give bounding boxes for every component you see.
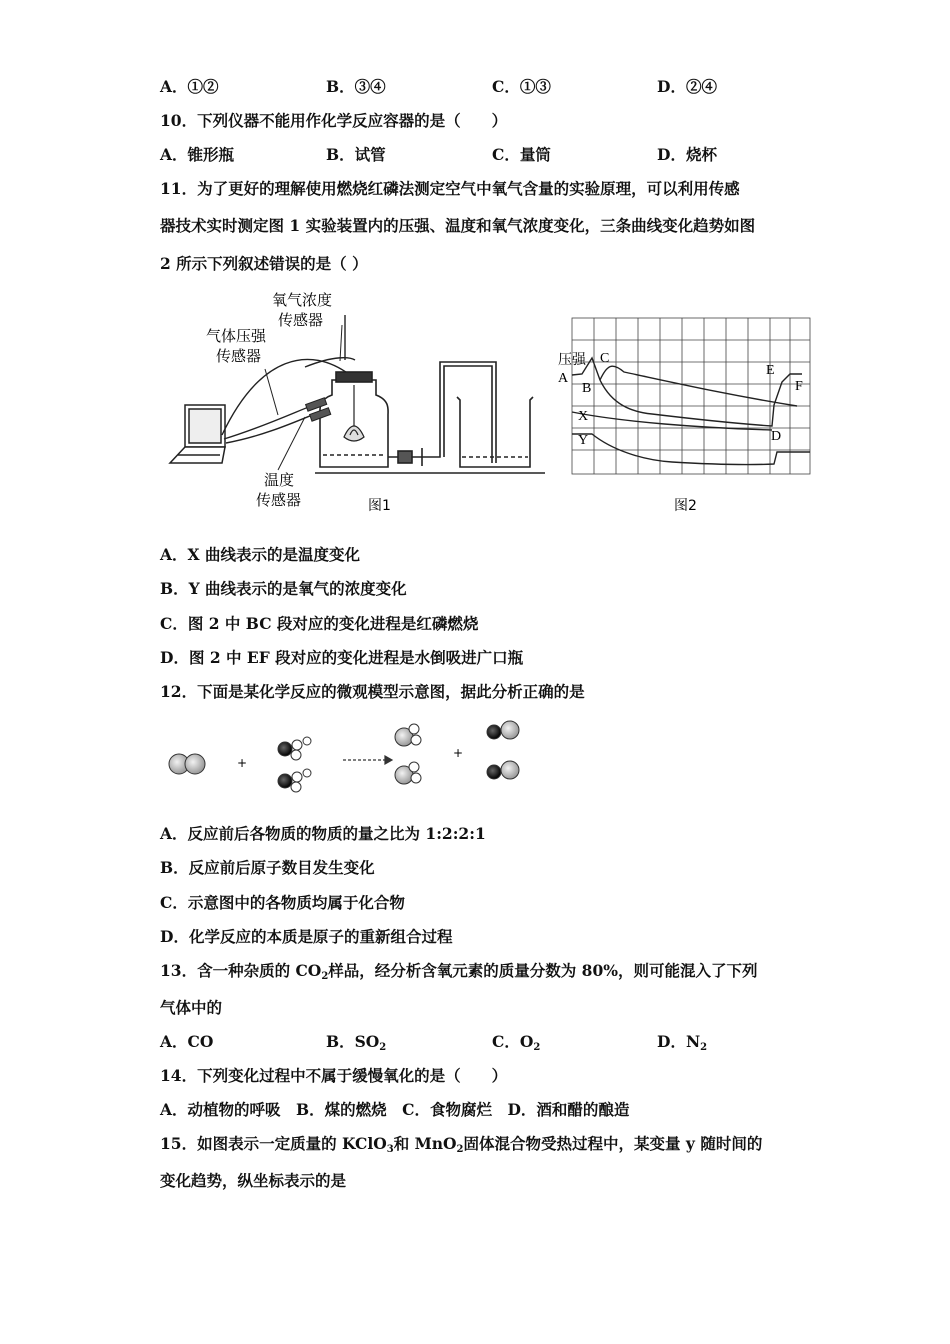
q15-sub-b: 2 — [456, 1144, 464, 1155]
q13-option-d-text: D．N — [657, 1032, 701, 1051]
reaction-arrow — [343, 756, 392, 764]
q10-option-c: C．量筒 — [492, 145, 551, 164]
q13-option-b — [326, 1032, 386, 1058]
q13-option-c-text: C．O — [492, 1032, 534, 1051]
q11-stem-line-2: 器技术实时测定图 1 实验装置内的压强、温度和氧气浓度变化，三条曲线变化趋势如图 — [160, 216, 756, 235]
point-label-d: D — [771, 429, 782, 444]
q12-stem: 12．下面是某化学反应的微观模型示意图，据此分析正确的是 — [160, 682, 585, 701]
figure-2-graph — [552, 310, 817, 520]
q9-option-a: A．①② — [160, 77, 219, 96]
point-label-c: C — [600, 351, 610, 366]
q15-sub-a: 3 — [386, 1144, 394, 1155]
q9-option-d: D．②④ — [657, 77, 717, 96]
label-oxygen-sensor-1: 氧气浓度 — [272, 291, 333, 309]
figure-2-caption: 图2 — [674, 498, 697, 514]
q13-stem-part-1: 13．含一种杂质的 CO — [160, 961, 322, 980]
label-pressure-sensor-2: 传感器 — [216, 347, 262, 365]
q13-option-a — [160, 1032, 213, 1052]
q9-option-b: B．③④ — [326, 77, 386, 96]
figure-1-apparatus — [160, 285, 560, 525]
plus-sign-2: + — [453, 746, 464, 760]
q15-stem-b: 和 MnO — [393, 1134, 457, 1153]
point-label-f: F — [795, 379, 803, 394]
q13-option-c-sub: 2 — [533, 1042, 541, 1053]
q13-stem-line-2: 气体中的 — [160, 998, 223, 1017]
q12-option-c: C．示意图中的各物质均属于化合物 — [160, 893, 405, 912]
point-label-x: X — [578, 409, 589, 424]
q11-option-c: C．图 2 中 BC 段对应的变化进程是红磷燃烧 — [160, 614, 479, 633]
q13-option-d — [657, 1032, 707, 1058]
curve-x — [572, 412, 772, 430]
label-temp-sensor-2: 传感器 — [256, 491, 302, 509]
q13-option-b-text: B．SO — [326, 1032, 380, 1051]
q10-stem: 10．下列仪器不能用作化学反应容器的是（ ） — [160, 111, 508, 130]
point-label-y: Y — [578, 433, 589, 448]
y-axis-label: 压强 — [558, 352, 586, 368]
plus-sign-1: + — [237, 756, 248, 770]
q11-option-a: A．X 曲线表示的是温度变化 — [160, 545, 360, 564]
laptop-icon — [170, 405, 225, 463]
q12-option-a: A．反应前后各物质的物质的量之比为 1:2:2:1 — [160, 824, 486, 843]
label-pressure-sensor-1: 气体压强 — [206, 327, 267, 345]
label-temp-sensor-1: 温度 — [264, 471, 295, 489]
molecule-product-2 — [487, 721, 519, 779]
q15-stem-line-2: 变化趋势，纵坐标表示的是 — [160, 1171, 347, 1190]
q15-stem-line-1 — [160, 1134, 762, 1160]
q12-option-d: D．化学反应的本质是原子的重新组合过程 — [160, 927, 453, 946]
point-label-e: E — [766, 363, 775, 378]
point-label-a: A — [558, 371, 569, 386]
q11-stem-line-1: 11．为了更好的理解使用燃烧红磷法测定空气中氧气含量的实验原理，可以利用传感 — [160, 179, 740, 198]
molecule-product-1 — [395, 724, 421, 784]
q10-option-d: D．烧杯 — [657, 145, 717, 164]
q14-stem: 14．下列变化过程中不属于缓慢氧化的是（ ） — [160, 1066, 508, 1085]
q13-stem-sub: 2 — [321, 971, 329, 982]
beaker — [457, 397, 533, 467]
graph-grid — [572, 318, 810, 474]
q13-option-a-text: A．CO — [160, 1032, 214, 1051]
q11-option-d: D．图 2 中 EF 段对应的变化进程是水倒吸进广口瓶 — [160, 648, 524, 667]
q13-option-d-sub: 2 — [700, 1042, 708, 1053]
q13-option-b-sub: 2 — [379, 1042, 387, 1053]
q9-option-c: C．①③ — [492, 77, 551, 96]
label-oxygen-sensor-2: 传感器 — [278, 311, 324, 329]
q11-option-b: B．Y 曲线表示的是氧气的浓度变化 — [160, 579, 407, 598]
point-label-b: B — [582, 381, 592, 396]
molecule-reactant-2 — [278, 737, 311, 792]
q13-stem-line-1 — [160, 961, 757, 987]
q12-option-b: B．反应前后原子数目发生变化 — [160, 858, 375, 877]
q15-stem-a: 15．如图表示一定质量的 KClO — [160, 1134, 387, 1153]
q10-option-b: B．试管 — [326, 145, 386, 164]
q15-stem-c: 固体混合物受热过程中，某变量 y 随时间的 — [463, 1134, 763, 1153]
q13-option-c — [492, 1032, 540, 1058]
reaction-model-diagram — [160, 715, 540, 795]
molecule-reactant-1 — [169, 754, 205, 774]
q13-stem-part-2: 样品，经分析含氧元素的质量分数为 80%，则可能混入了下列 — [328, 961, 758, 980]
figure-1-caption: 图1 — [368, 498, 391, 514]
q11-stem-line-3: 2 所示下列叙述错误的是（ ） — [160, 254, 368, 273]
q10-option-a: A．锥形瓶 — [160, 145, 235, 164]
q14-options: A．动植物的呼吸 B．煤的燃烧 C．食物腐烂 D．酒和醋的酿造 — [160, 1100, 630, 1119]
